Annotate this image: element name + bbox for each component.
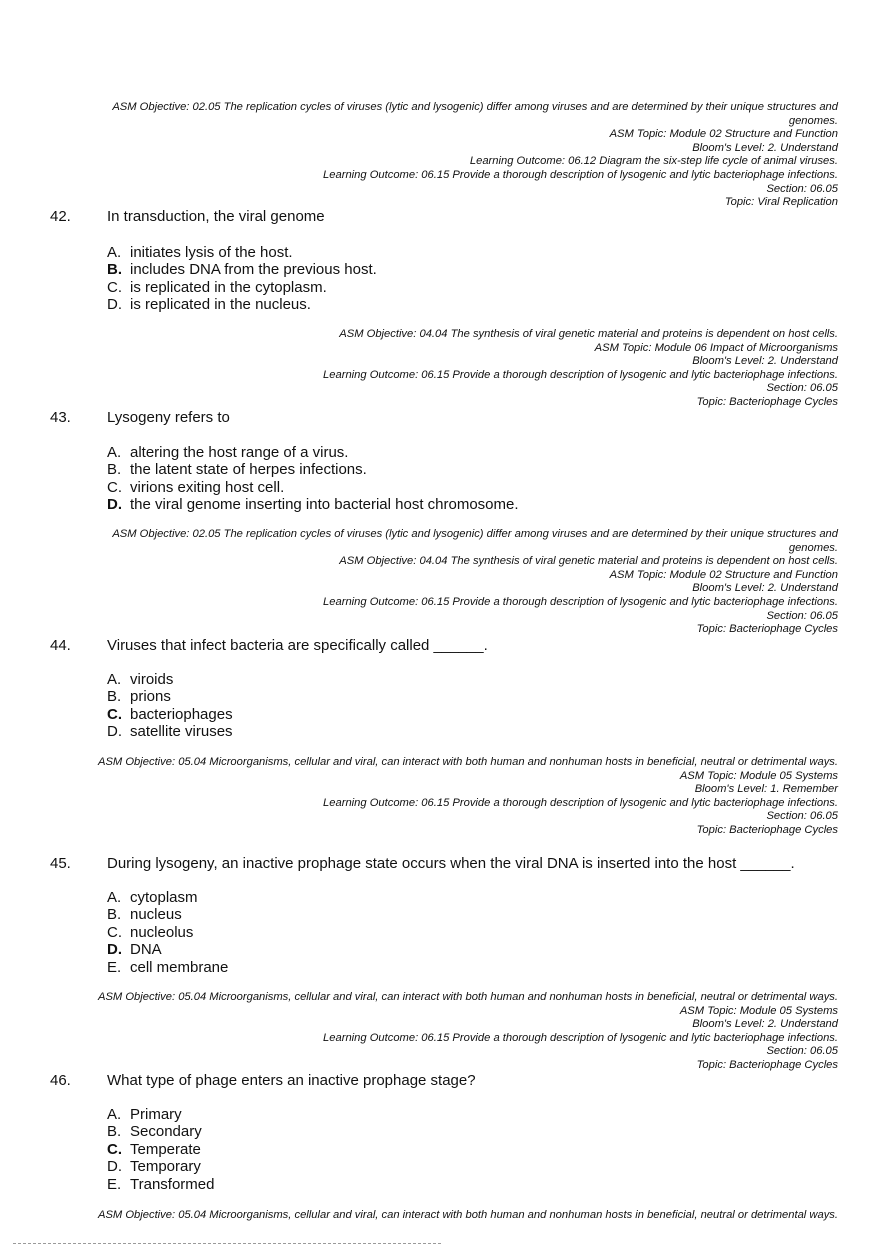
meta-line: Bloom's Level: 2. Understand: [692, 141, 838, 154]
metadata-block: [48, 528, 838, 637]
answer-option: [107, 671, 233, 688]
option-letter: A.: [107, 1106, 122, 1123]
meta-line: ASM Objective: 02.05 The replication cycles of viruses (lytic and lysogenic) differ among viruses and are determined by their unique structures and: [112, 101, 838, 113]
option-text: Transformed: [130, 1175, 215, 1193]
option-text: the viral genome inserting into bacterial host chromosome.: [130, 496, 519, 514]
answer-option: [107, 244, 377, 261]
footer-divider: [13, 1243, 441, 1244]
option-text: the latent state of herpes infections.: [130, 461, 367, 479]
answer-option: [107, 906, 228, 923]
meta-line: ASM Topic: Module 05 Systems: [679, 769, 838, 782]
answer-option: [107, 723, 233, 740]
option-letter: C.: [107, 705, 122, 723]
meta-line: Bloom's Level: 1. Remember: [694, 783, 838, 796]
option-letter: C.: [107, 1140, 122, 1158]
option-letter: B.: [107, 906, 122, 924]
question-46: [0, 1072, 880, 1090]
option-text: is replicated in the nucleus.: [130, 296, 311, 314]
meta-line: Section: 06.05: [766, 382, 838, 395]
answer-options: [107, 244, 377, 314]
metadata-block: [48, 991, 838, 1073]
meta-line: Topic: Bacteriophage Cycles: [696, 623, 838, 636]
answer-option-correct: [107, 496, 519, 513]
answer-option: [107, 296, 377, 313]
option-text: Temperate: [130, 1140, 201, 1158]
option-text: Primary: [130, 1106, 182, 1123]
answer-options: [107, 1106, 214, 1193]
option-letter: D.: [107, 296, 122, 314]
answer-option: [107, 1106, 214, 1123]
option-text: altering the host range of a virus.: [130, 444, 349, 461]
meta-line: genomes.: [788, 114, 838, 127]
answer-option: [107, 889, 228, 906]
meta-line: ASM Objective: 05.04 Microorganisms, cellular and viral, can interact with both human and nonhuman hosts in beneficial, neutral or detrimental ways.: [98, 1209, 838, 1221]
question-stem: [0, 1072, 880, 1090]
meta-line: Topic: Bacteriophage Cycles: [696, 395, 838, 408]
answer-option-correct: [107, 1141, 214, 1158]
metadata-block: [48, 1209, 838, 1223]
question-text: Viruses that infect bacteria are specifically called ______.: [107, 637, 488, 654]
question-stem: [0, 855, 880, 873]
meta-line: ASM Objective: 05.04 Microorganisms, cellular and viral, can interact with both human and nonhuman hosts in beneficial, neutral or detrimental ways.: [98, 991, 838, 1003]
metadata-block: [48, 101, 838, 210]
answer-option: [107, 279, 377, 296]
question-43: [0, 409, 880, 427]
question-number: 44.: [50, 637, 71, 654]
meta-line: Topic: Bacteriophage Cycles: [696, 823, 838, 836]
answer-option: [107, 959, 228, 976]
question-text: Lysogeny refers to: [107, 409, 230, 426]
answer-option-correct: [107, 941, 228, 958]
option-text: DNA: [130, 941, 162, 959]
meta-line: Section: 06.05: [766, 609, 838, 622]
option-text: nucleus: [130, 906, 182, 924]
option-letter: D.: [107, 496, 122, 514]
question-number: 46.: [50, 1072, 71, 1089]
answer-option: [107, 1158, 214, 1175]
option-text: satellite viruses: [130, 723, 233, 741]
meta-line: Section: 06.05: [766, 810, 838, 823]
answer-option-correct: [107, 261, 377, 278]
question-number: 43.: [50, 409, 71, 426]
metadata-block: [48, 328, 838, 410]
meta-line: ASM Topic: Module 02 Structure and Function: [609, 568, 838, 581]
option-text: is replicated in the cytoplasm.: [130, 278, 327, 296]
option-letter: B.: [107, 261, 122, 279]
meta-line: ASM Topic: Module 02 Structure and Function: [609, 128, 838, 141]
option-text: virions exiting host cell.: [130, 478, 285, 496]
question-text: During lysogeny, an inactive prophage state occurs when the viral DNA is inserted into the host ______.: [107, 855, 795, 872]
meta-line: Learning Outcome: 06.15 Provide a thorough description of lysogenic and lytic bacteriophage infections.: [323, 368, 838, 381]
meta-line: Bloom's Level: 2. Understand: [692, 582, 838, 595]
option-text: viroids: [130, 671, 174, 688]
question-45: [0, 855, 880, 873]
question-number: 45.: [50, 855, 71, 872]
question-stem: [0, 208, 880, 226]
meta-line: Topic: Bacteriophage Cycles: [696, 1058, 838, 1071]
option-letter: B.: [107, 461, 122, 479]
meta-line: Learning Outcome: 06.15 Provide a thorough description of lysogenic and lytic bacteriophage infections.: [323, 1031, 838, 1044]
option-letter: B.: [107, 688, 122, 706]
option-letter: D.: [107, 723, 122, 741]
question-text: What type of phage enters an inactive prophage stage?: [107, 1072, 476, 1089]
option-letter: E.: [107, 958, 122, 976]
option-letter: A.: [107, 244, 122, 261]
option-letter: A.: [107, 671, 122, 688]
question-42: [0, 208, 880, 226]
option-letter: A.: [107, 889, 122, 906]
option-letter: C.: [107, 923, 122, 941]
meta-line: ASM Topic: Module 06 Impact of Microorganisms: [594, 341, 838, 354]
option-text: initiates lysis of the host.: [130, 244, 293, 261]
option-text: includes DNA from the previous host.: [130, 261, 377, 279]
option-letter: C.: [107, 478, 122, 496]
meta-line: Bloom's Level: 2. Understand: [692, 355, 838, 368]
option-text: Temporary: [130, 1158, 201, 1176]
meta-line: ASM Topic: Module 05 Systems: [679, 1004, 838, 1017]
meta-line: Bloom's Level: 2. Understand: [692, 1018, 838, 1031]
option-letter: A.: [107, 444, 122, 461]
question-number: 42.: [50, 208, 71, 225]
meta-line: ASM Objective: 04.04 The synthesis of viral genetic material and proteins is dependent on host cells.: [339, 328, 838, 340]
answer-option: [107, 461, 519, 478]
meta-line: Section: 06.05: [766, 182, 838, 195]
meta-line: genomes.: [788, 541, 838, 554]
question-stem: [0, 637, 880, 655]
meta-line: ASM Objective: 04.04 The synthesis of viral genetic material and proteins is dependent on host cells.: [339, 555, 838, 568]
option-text: prions: [130, 688, 171, 706]
answer-option: [107, 1176, 214, 1193]
answer-option: [107, 924, 228, 941]
option-letter: B.: [107, 1123, 122, 1141]
answer-options: [107, 889, 228, 976]
option-letter: D.: [107, 941, 122, 959]
answer-option: [107, 688, 233, 705]
answer-option: [107, 444, 519, 461]
option-letter: D.: [107, 1158, 122, 1176]
meta-line: Learning Outcome: 06.15 Provide a thorough description of lysogenic and lytic bacteriophage infections.: [323, 168, 838, 181]
metadata-block: [48, 756, 838, 838]
option-text: bacteriophages: [130, 705, 233, 723]
meta-line: ASM Objective: 05.04 Microorganisms, cellular and viral, can interact with both human and nonhuman hosts in beneficial, neutral or detrimental ways.: [98, 756, 838, 768]
question-stem: [0, 409, 880, 427]
option-text: cytoplasm: [130, 889, 198, 906]
meta-line: ASM Objective: 02.05 The replication cycles of viruses (lytic and lysogenic) differ among viruses and are determined by their unique structures and: [112, 528, 838, 540]
question-text: In transduction, the viral genome: [107, 208, 325, 225]
answer-option: [107, 479, 519, 496]
answer-option-correct: [107, 706, 233, 723]
option-text: nucleolus: [130, 923, 194, 941]
answer-option: [107, 1123, 214, 1140]
question-44: [0, 637, 880, 655]
answer-options: [107, 671, 233, 741]
meta-line: Section: 06.05: [766, 1045, 838, 1058]
option-text: Secondary: [130, 1123, 202, 1141]
meta-line: Topic: Viral Replication: [724, 196, 838, 209]
option-letter: E.: [107, 1175, 122, 1193]
option-letter: C.: [107, 278, 122, 296]
meta-line: Learning Outcome: 06.15 Provide a thorough description of lysogenic and lytic bacteriophage infections.: [323, 796, 838, 809]
meta-line: Learning Outcome: 06.15 Provide a thorough description of lysogenic and lytic bacteriophage infections.: [323, 595, 838, 608]
meta-line: Learning Outcome: 06.12 Diagram the six-step life cycle of animal viruses.: [469, 155, 838, 168]
option-text: cell membrane: [130, 958, 229, 976]
answer-options: [107, 444, 519, 514]
